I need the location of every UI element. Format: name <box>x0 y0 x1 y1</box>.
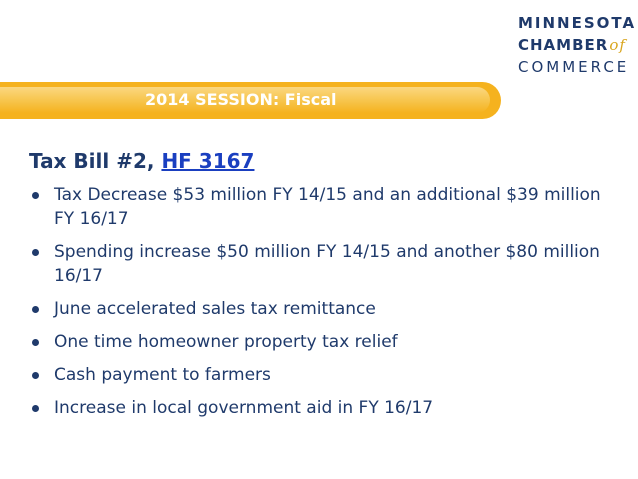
logo-word-of: of <box>609 36 626 54</box>
bullet-text: June accelerated sales tax remittance <box>54 299 376 319</box>
bullet-dot-icon <box>32 192 39 199</box>
bullet-text: Tax Decrease $53 million FY 14/15 and an additional $39 million FY 16/17 <box>54 185 601 229</box>
slide-title <box>29 148 254 174</box>
bullet-item <box>29 363 609 387</box>
bullet-list <box>29 183 609 429</box>
bullet-text: One time homeowner property tax relief <box>54 332 398 352</box>
bullet-dot-icon <box>32 405 39 412</box>
slide-title-prefix: Tax Bill #2, <box>29 149 162 173</box>
bullet-item <box>29 240 609 288</box>
minnesota-chamber-logo <box>518 12 637 78</box>
bullet-dot-icon <box>32 372 39 379</box>
bullet-item <box>29 330 609 354</box>
bullet-text: Cash payment to farmers <box>54 365 271 385</box>
bullet-dot-icon <box>32 339 39 346</box>
bullet-item <box>29 297 609 321</box>
bullet-item <box>29 183 609 231</box>
logo-word-chamber: CHAMBER <box>518 36 609 54</box>
bullet-dot-icon <box>32 249 39 256</box>
section-banner-text: 2014 SESSION: Fiscal <box>145 90 337 109</box>
bullet-text: Increase in local government aid in FY 16/17 <box>54 398 434 418</box>
bullet-item <box>29 396 609 420</box>
bill-link[interactable]: HF 3167 <box>161 149 255 173</box>
bullet-dot-icon <box>32 306 39 313</box>
logo-line-commerce: COMMERCE <box>518 58 630 76</box>
logo-line-minnesota: MINNESOTA <box>518 14 637 32</box>
logo-line-chamber <box>518 34 628 56</box>
bullet-text: Spending increase $50 million FY 14/15 and another $80 million 16/17 <box>54 242 600 286</box>
